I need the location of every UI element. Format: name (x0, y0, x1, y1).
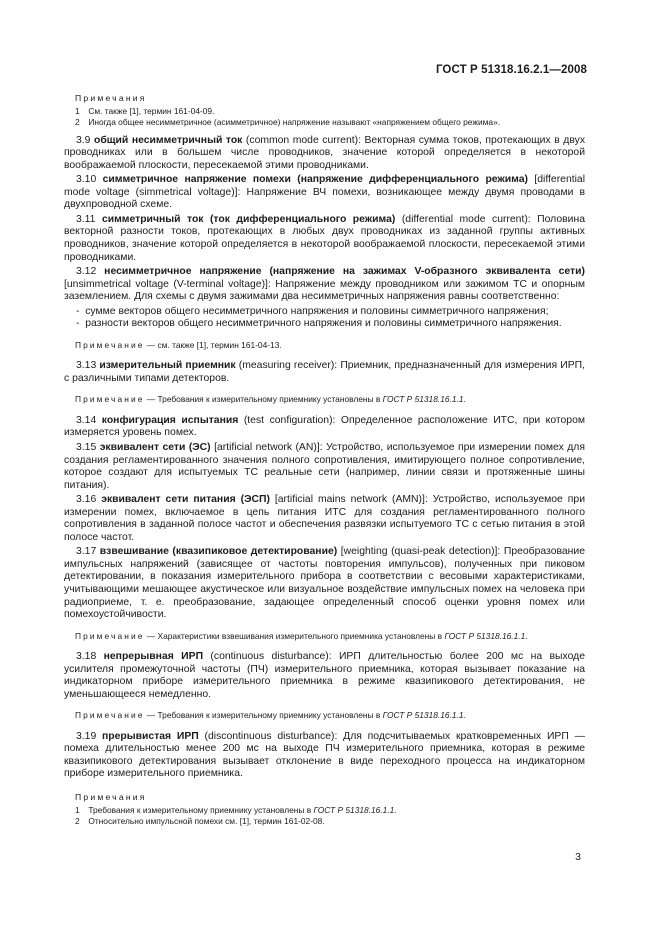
term-title: прерывистая ИРП (102, 730, 199, 742)
term-title: измерительный приемник (99, 360, 236, 372)
note-text: — см. также [1], термин 161-04-13. (144, 339, 282, 350)
standard-reference: ГОСТ Р 51318.16.1.1 (382, 710, 464, 721)
term-3-16 (64, 494, 585, 544)
term-number: 3.11 (76, 213, 96, 225)
note-label: Примечание (75, 339, 145, 350)
term-definition: (common mode current): Векторная сумма токов, протекающих в двух проводниках или в большем числе проводников, значение которой определяется в некоторой воображаемой плоскости, пересекаемой этими проводниками. (64, 134, 586, 171)
term-title: непрерывная ИРП (103, 651, 204, 663)
term-number: 3.12 (76, 266, 97, 278)
note-text: — Требования к измерительному приемнику установлены в (144, 710, 383, 721)
page-number: 3 (575, 851, 581, 863)
term-number: 3.18 (76, 651, 97, 663)
term-definition: [differential mode voltage (simmetrical voltage)]: Напряжение ВЧ помехи, возникающее между двумя проводами в двухпроводной схеме. (64, 174, 586, 211)
term-number: 3.14 (76, 414, 97, 426)
term-definition: [artificial mains network (AMN)]: Устройство, используемое при измерении помех, включаемое в цепь питания ИТС для создания регламентированного полного сопротивления в заданной полосе частот и обеспечения развязки испытуемого ТС с сетью питания в этой полосе частот. (64, 494, 586, 543)
term-title: общий несимметричный ток (94, 134, 243, 146)
term-title: эквивалент сети (ЭС) (99, 441, 211, 453)
note-text: Относительно импульсной помехи см. [1], термин 161-02-08. (88, 816, 325, 827)
note-label: Примечание (75, 630, 145, 641)
term-title: взвешивание (квазипиковое детектирование) (99, 546, 338, 558)
term-title: симметричное напряжение помехи (напряжение дифференциального режима) (102, 174, 528, 186)
note-end: . (463, 394, 466, 405)
term-number: 3.9 (76, 134, 91, 146)
term-definition: (differential mode current): Половина векторной разности токов, протекающих в любых двух проводниках из заданной группы активных проводников, значение которой определяется в некоторой воображаемой плоскости, пересекаемой этими проводниками. (64, 213, 585, 263)
note-end: . (463, 710, 466, 721)
term-definition: [weighting (quasi-peak detection)]: Преобразование импульсных напряжений (зависящее от частоты повторения импульсов), полученных при пиковом детектировании, в показания измерительного прибора в соответствии с весовыми характеристиками, учитывающими мешающее акустическое или визуальное воздействие импульсных помех на человека при радиоприеме, т. е. преобразование, задающее определенный способ оценки уровня помех или помехоустойчивости. (64, 546, 585, 621)
document-body (64, 93, 585, 834)
term-3-12 (64, 266, 585, 304)
term-number: 3.19 (76, 730, 97, 742)
term-title: конфигурация испытания (101, 414, 239, 426)
notes-heading: Примечания (75, 792, 147, 803)
standard-reference: ГОСТ Р 51318.16.1.1 (313, 805, 395, 816)
term-definition: (measuring receiver): Приемник, предназначенный для измерения ИРП, с различными типами детекторов. (64, 360, 585, 384)
notes-heading: Примечания (75, 93, 147, 103)
term-3-19 (64, 731, 585, 781)
term-note (64, 340, 585, 352)
list-item: - разности векторов общего несимметричного напряжения и половины симметричного напряжения. (76, 318, 562, 330)
standard-reference: ГОСТ Р 51318.16.1.1 (382, 394, 464, 405)
term-title: несимметричное напряжение (напряжение на зажимах V-образного эквивалента сети) (104, 266, 585, 278)
note-number: 2 (75, 816, 80, 827)
note-number: 1 (75, 805, 80, 816)
note-item (75, 106, 585, 117)
term-number: 3.13 (76, 360, 97, 372)
note-item (75, 816, 585, 827)
term-3-18 (64, 651, 585, 701)
note-text: Иногда общее несимметричное (асимметричное) напряжение называют «напряжением общего режима». (88, 117, 501, 128)
term-number: 3.16 (76, 494, 97, 506)
term-3-15 (64, 442, 585, 492)
term-definition: [unsimmetrical voltage (V-terminal voltage)]: Напряжение между проводником или зажимом ТС и опорным заземлением. Для схемы с двумя зажимами два несимметричных напряжения равны соответственно: (64, 278, 585, 303)
term-definition: (test configuration): Определенное расположение ИТС, при котором измеряется уровень помех. (64, 414, 586, 439)
document-header: ГОСТ Р 51318.16.2.1—2008 (435, 64, 587, 76)
note-text: См. также [1], термин 161-04-09. (88, 106, 215, 116)
term-3-9 (64, 135, 585, 173)
note-text: Требования к измерительному приемнику установлены в (88, 805, 314, 816)
note-number: 2 (75, 117, 80, 128)
note-label: Примечание (75, 710, 145, 721)
list-item: - сумме векторов общего несимметричного напряжения и половины симметричного напряжения; (76, 305, 549, 317)
term-definition: (discontinuous disturbance): Для подсчитываемых кратковременных ИРП — помеха длительностью менее 200 мс на выходе ПЧ измерительного приемника, которая в режиме квазипикового детектирования вызывает отклонение в виде переходного процесса на индикаторном приборе измерительного приемника. (64, 730, 585, 780)
term-title: симметричный ток (ток дифференциального режима) (101, 213, 396, 225)
term-title: эквивалент сети питания (ЭСП) (101, 494, 270, 506)
notes-block-1 (64, 93, 585, 129)
note-item (75, 805, 585, 816)
note-item (75, 117, 585, 128)
note-text: — Требования к измерительному приемнику установлены в (144, 394, 383, 405)
term-note (64, 394, 585, 406)
term-number: 3.15 (76, 441, 97, 453)
term-definition: (continuous disturbance): ИРП длительностью более 200 мс на выходе усилителя промежуточной частоты (ПЧ) измерительного приемника, которая вызывает показание на индикаторном приборе измерительного приемника в режиме квазипикового детектирования, не уменьшающееся немедленно. (64, 651, 585, 700)
term-3-14 (64, 415, 585, 440)
term-3-10 (64, 174, 585, 212)
term-3-13 (64, 360, 585, 385)
list-item-text: разности векторов общего несимметричного напряжения и половины симметричного напряжения. (85, 318, 562, 330)
note-end: . (525, 630, 528, 641)
note-label: Примечание (75, 394, 145, 405)
note-end: . (394, 805, 397, 816)
note-text: — Характеристики взвешивания измерительного приемника установлены в (144, 630, 445, 641)
note-number: 1 (75, 106, 80, 116)
term-note (64, 710, 585, 722)
term-note (64, 631, 585, 643)
term-3-11 (64, 214, 585, 264)
notes-block-2 (64, 792, 585, 828)
term-definition: [artificial network (AN)]: Устройство, используемое при измерении помех для создания регламентированного значения полного сопротивления, имитирующего полное сопротивление, которое создают для испытуемых ТС реальные сети (например, линии связи и протяженные шины питания). (64, 441, 585, 491)
term-number: 3.17 (76, 546, 97, 558)
list-item-text: сумме векторов общего несимметричного напряжения и половины симметричного напряжения; (85, 305, 549, 317)
standard-reference: ГОСТ Р 51318.16.1.1 (444, 630, 526, 641)
term-number: 3.10 (76, 174, 97, 186)
term-3-17 (64, 546, 585, 621)
